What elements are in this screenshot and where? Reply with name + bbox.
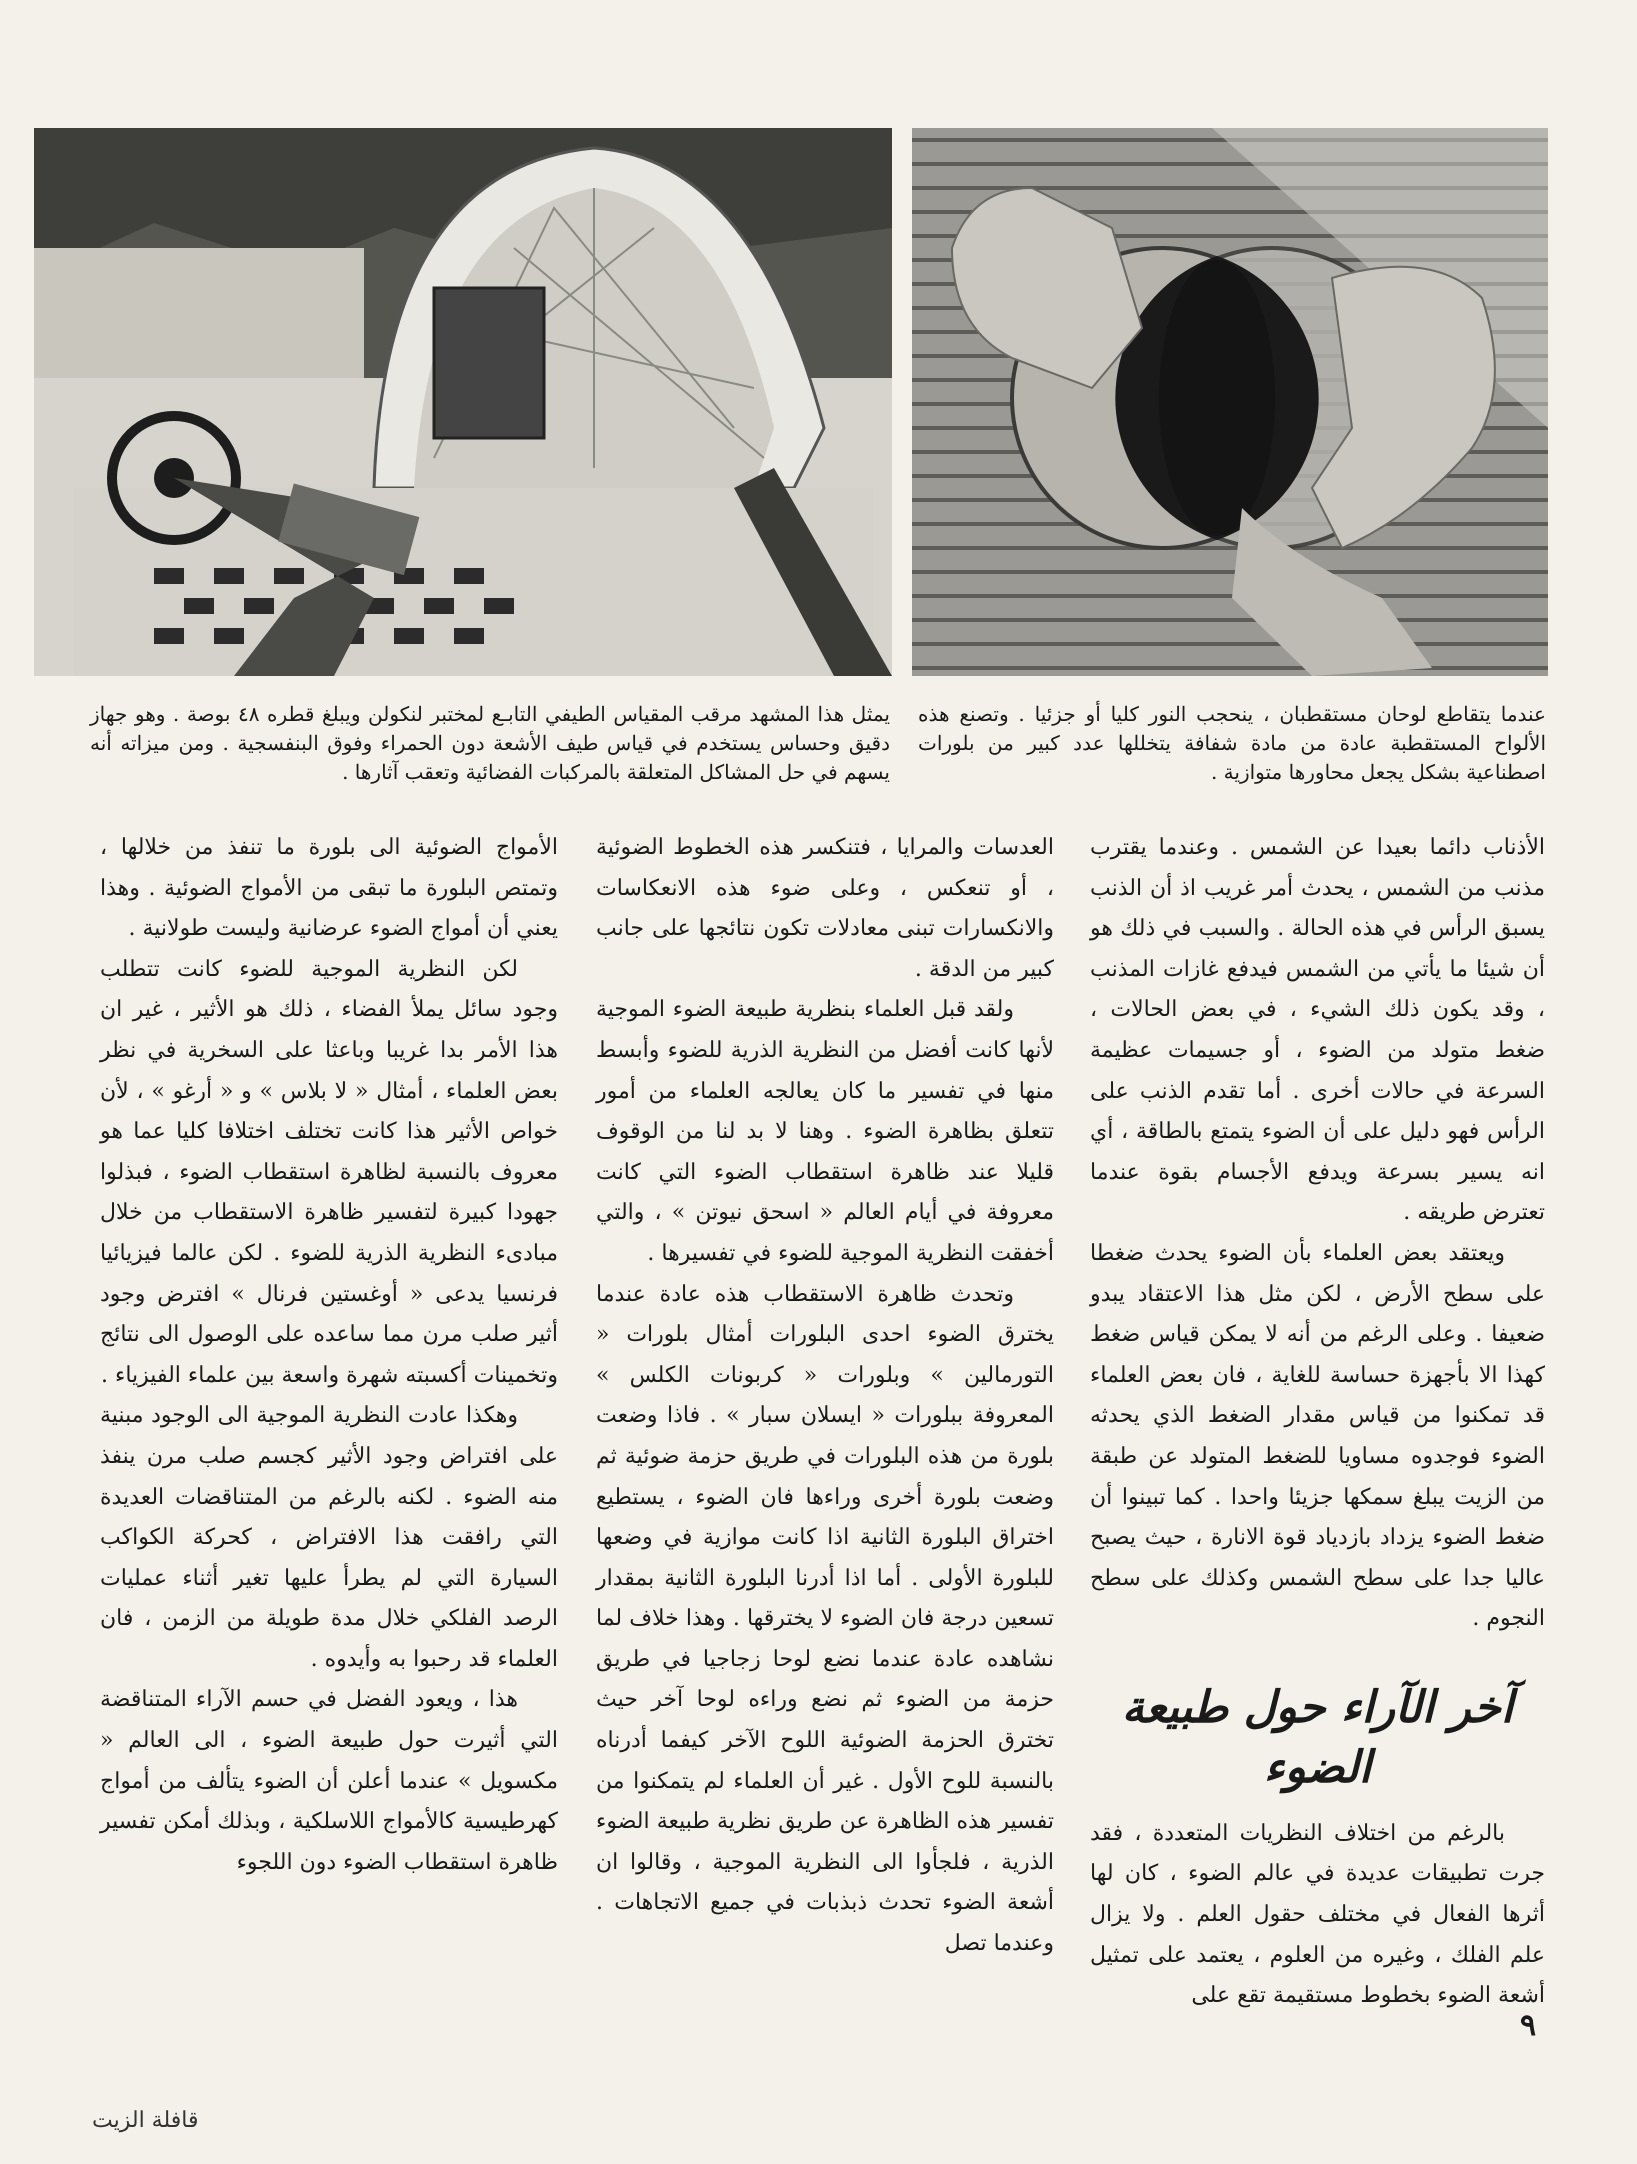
paragraph: وهكذا عادت النظرية الموجية الى الوجود مبنية على افتراض وجود الأثير كجسم صلب مرن ينفذ منه الضوء . لكنه بالرغم من المتناقضات العديدة التي رافقت هذا الافتراض ، كحركة الكواكب السيارة التي لم يطرأ عليها تغير أثناء عمليات الرصد الفلكي خلال مدة طويلة من الزمن ، فان العلماء قد رحبوا به وأيدوه . — [100, 1403, 558, 1672]
paragraph: الأمواج الضوئية الى بلورة ما تنفذ من خلالها ، وتمتص البلورة ما تبقى من الأمواج الضوئية . وهذا يعني أن أمواج الضوء عرضانية وليست طولانية . — [100, 835, 558, 942]
paragraph: لكن النظرية الموجية للضوء كانت تتطلب وجود سائل يملأ الفضاء ، ذلك هو الأثير ، غير ان هذا الأمر بدا غريبا وباعثا على السخرية في نظر بعض العلماء ، أمثال « لا بلاس » و « أرغو » ، لأن خواص الأثير هذا كانت تختلف اختلافا كليا عما هو معروف بالنسبة لظاهرة استقطاب الضوء ، فبذلوا جهودا كبيرة لتفسير ظاهرة الاستقطاب من خلال مبادىء النظرية الذرية للضوء . لكن عالما فيزيائيا فرنسيا يدعى « أوغستين فرنال » افترض وجود أثير صلب مرن مما ساعده على الوصول الى نتائج وتخمينات أكسبته شهرة واسعة بين علماء الفيزياء . — [100, 956, 558, 1388]
magazine-footer-title: قافلة الزيت — [92, 2108, 199, 2133]
paragraph: ولقد قبل العلماء بنظرية طبيعة الضوء الموجية لأنها كانت أفضل من النظرية الذرية للضوء وأبسط منها في تفسير ما كان يعالجه العلماء من أمور تتعلق بظاهرة الضوء . وهنا لا بد لنا من الوقوف قليلا عند ظاهرة استقطاب الضوء التي كانت معروفة في أيام العالم « اسحق نيوتن » ، والتي أخفقت النظرية الموجية للضوء في تفسيرها . — [596, 997, 1054, 1266]
observatory-telescope-photo — [34, 128, 892, 676]
paragraph: العدسات والمرايا ، فتنكسر هذه الخطوط الضوئية ، أو تنعكس ، وعلى ضوء هذه الانعكاسات والانكسارات تبنى معادلات تكون نتائجها على جانب كبير من الدقة . — [596, 835, 1054, 982]
paragraph: ويعتقد بعض العلماء بأن الضوء يحدث ضغطا على سطح الأرض ، لكن مثل هذا الاعتقاد يبدو ضعيفا . وعلى الرغم من أنه لا يمكن قياس ضغط كهذا الا بأجهزة حساسة للغاية ، فان بعض العلماء قد تمكنوا من قياس مقدار الضغط الذي يحدثه الضوء فوجدوه مساويا للضغط المتولد عن طبقة من الزيت يبلغ سمكها جزيئا واحدا . كما تبينوا أن ضغط الضوء يزداد بازدياد قوة الانارة ، حيث يصبح عاليا جدا على سطح الشمس وكذلك على سطح النجوم . — [1090, 1240, 1545, 1632]
paragraph: وتحدث ظاهرة الاستقطاب هذه عادة عندما يخترق الضوء احدى البلورات أمثال بلورات « التورمالين » وبلورات « كربونات الكلس » المعروفة ببلورات « ايسلان سبار » . فاذا وضعت بلورة من هذه البلورات في طريق حزمة ضوئية ثم وضعت بلورة أخرى وراءها فان الضوء ، يستطيع اختراق البلورة الثانية اذا كانت موازية في وضعها للبلورة الأولى . أما اذا أدرنا البلورة الثانية بمقدار تسعين درجة فان الضوء لا يخترقها . وهذا خلاف لما نشاهده عادة عندما نضع لوحا زجاجيا في طريق حزمة من الضوء ثم نضع وراءه لوحا آخر حيث تخترق الحزمة الضوئية اللوح الآخر كيفما أدرناه بالنسبة للوح الأول . غير أن العلماء لم يتمكنوا من تفسير هذه الظاهرة عن طريق نظرية طبيعة الضوء الذرية ، فلجأوا الى النظرية الموجية ، وقالوا ان أشعة الضوء تحدث ذبذبات في جميع الاتجاهات . وعندما تصل — [596, 1281, 1054, 1957]
paragraph: هذا ، ويعود الفضل في حسم الآراء المتناقضة التي أثيرت حول طبيعة الضوء ، الى العالم « مكسويل » عندما أعلن أن الضوء يتألف من أمواج كهرطيسية كالأمواج اللاسلكية ، وبذلك أمكن تفسير ظاهرة استقطاب الضوء دون اللجوء — [100, 1687, 558, 1875]
paragraph: بالرغم من اختلاف النظريات المتعددة ، فقد جرت تطبيقات عديدة في عالم الضوء ، كان لها أثرها الفعال في مختلف حقول العلم . ولا يزال علم الفلك ، وغيره من العلوم ، يعتمد على تمثيل أشعة الضوء بخطوط مستقيمة تقع على — [1090, 1820, 1545, 2009]
page-number: ٩ — [1520, 2008, 1537, 2043]
polarizer-photo-caption: عندما يتقاطع لوحان مستقطبان ، ينحجب النور كليا أو جزئيا . وتصنع هذه الألواح المستقطبة عادة من مادة شفافة يتخللها عدد كبير من بلورات اصطناعية بشكل يجعل محاورها متوازية . — [918, 702, 1546, 784]
paragraph: الأذناب دائما بعيدا عن الشمس . وعندما يقترب مذنب من الشمس ، يحدث أمر غريب اذ أن الذنب يسبق الرأس في هذه الحالة . والسبب في ذلك هو أن شيئا ما يأتي من الشمس فيدفع غازات المذنب ، وقد يكون ذلك الشيء ، في بعض الحالات ، ضغط متولد من الضوء ، أو جسيمات عظيمة السرعة في حالات أخرى . أما تقدم الذنب على الرأس فهو دليل على أن الضوء يتمتع بالطاقة ، أي انه يسير بسرعة ويدفع الأجسام بقوة عندما تعترض طريقه . — [1090, 835, 1546, 1226]
observatory-photo-caption: يمثل هذا المشهد مرقب المقياس الطيفي التابـع لمختبر لنكولن ويبلغ قطره ٤٨ بوصة . وهو جهاز دقيق وحساس يستخدم في قياس طيف الأشعة دون الحمراء وفوق البنفسجية . ومن ميزاته أنه يسهم في حل المشاكل المتعلقة بالمركبات الفضائية وتعقب آثارها . — [90, 702, 890, 784]
article-column-right — [1090, 828, 1546, 2009]
article-column-left — [100, 828, 558, 1988]
polarizing-plates-photo — [912, 128, 1548, 676]
article-column-middle — [596, 828, 1054, 1988]
section-heading: آخر الآراء حول طبيعة الضوء — [1121, 1681, 1514, 1793]
